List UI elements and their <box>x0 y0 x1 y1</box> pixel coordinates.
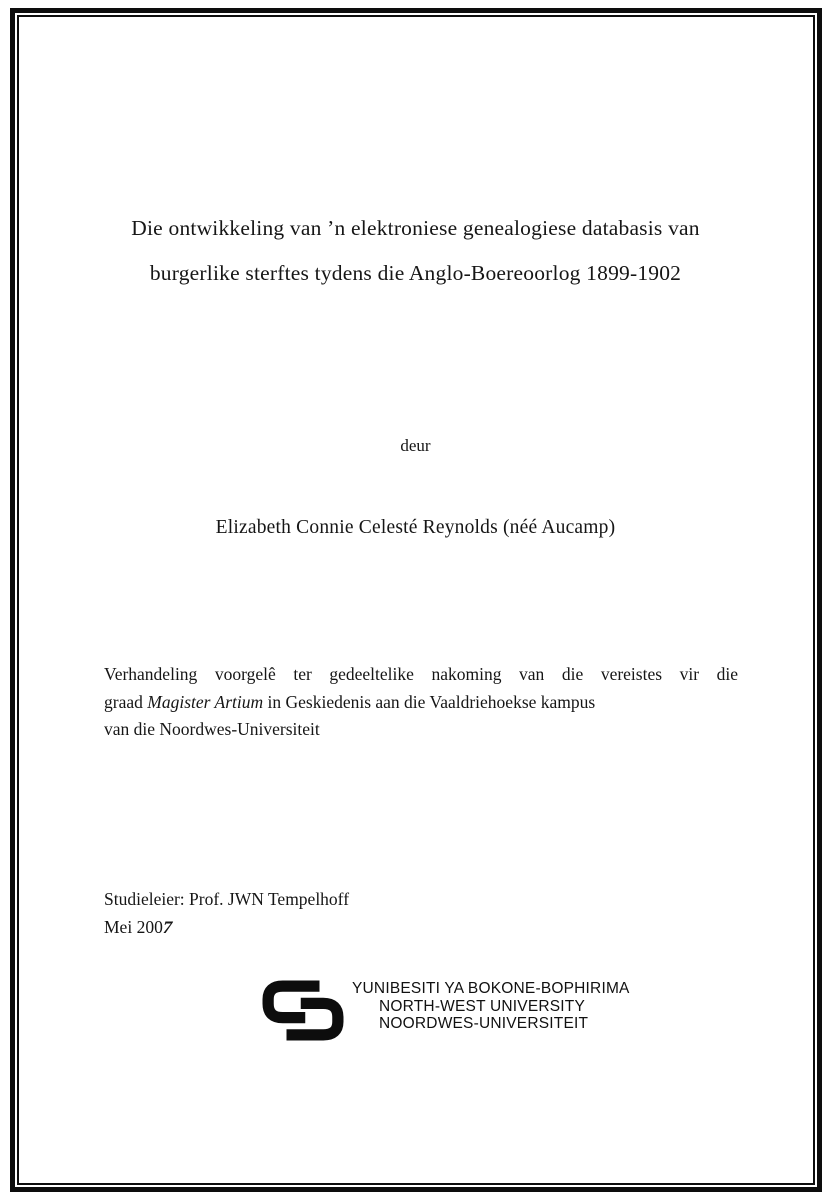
logo-line-setswana: YUNIBESITI YA BOKONE-BOPHIRIMA <box>352 980 630 997</box>
statement-line-2 <box>104 689 738 717</box>
date-prefix: Mei 200 <box>104 916 163 937</box>
statement-line-3: van die Noordwes-Universiteit <box>104 719 320 739</box>
author-name: Elizabeth Connie Celesté Reynolds (néé Aucamp) <box>215 517 616 538</box>
nwu-interlocked-links-icon <box>258 976 348 1045</box>
statement-line-2-suffix: in Geskiedenis aan die Vaaldriehoekse kampus <box>263 691 596 712</box>
supervisor-and-date <box>104 886 349 941</box>
statement-line-2-prefix: graad <box>104 691 148 712</box>
date-final-digit: 7 <box>160 916 175 937</box>
thesis-title-line-2: burgerlike sterftes tydens die Anglo-Boereoorlog 1899-1902 <box>149 261 682 285</box>
date-line <box>104 914 349 942</box>
logo-line-english: NORTH-WEST UNIVERSITY <box>379 997 586 1015</box>
supervisor-line: Studieleier: Prof. JWN Tempelhoff <box>104 889 350 909</box>
byline-deur: deur <box>400 436 431 455</box>
logo-line-afrikaans: NOORDWES-UNIVERSITEIT <box>379 1015 589 1032</box>
statement-line-1: Verhandeling voorgelê ter gedeeltelike nakoming van die vereistes vir die <box>104 664 738 684</box>
university-logo-text <box>352 980 630 1033</box>
degree-statement <box>104 661 738 744</box>
thesis-title-line-1: Die ontwikkeling van ’n elektroniese genealogiese databasis van <box>131 216 700 240</box>
university-logo <box>258 976 630 1045</box>
thesis-title <box>60 206 771 296</box>
degree-name: Magister Artium <box>147 691 264 712</box>
